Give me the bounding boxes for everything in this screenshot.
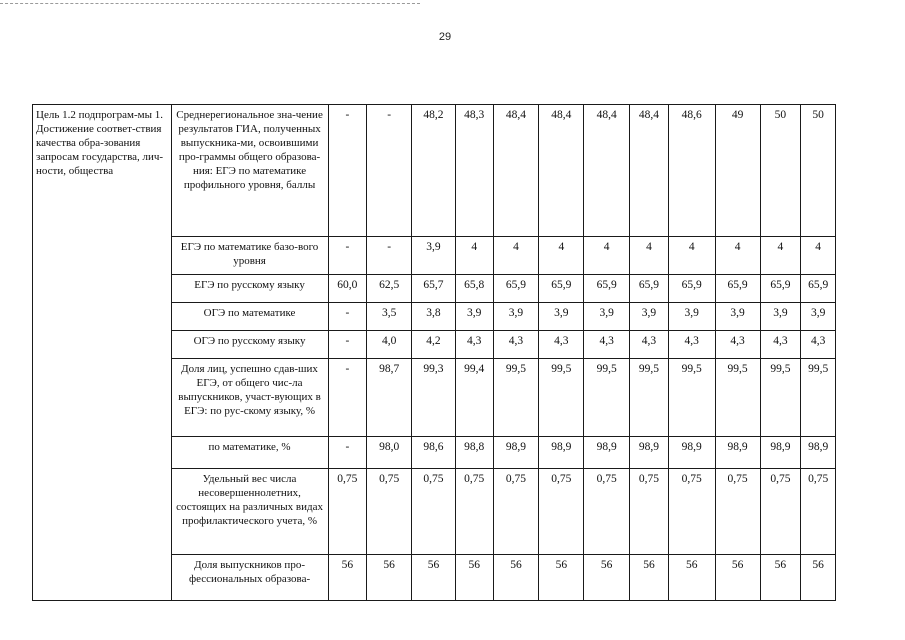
value-cell: 0,75 <box>760 469 801 555</box>
value-cell: 0,75 <box>493 469 539 555</box>
value-cell: 65,9 <box>715 275 760 303</box>
value-cell: 3,9 <box>412 237 456 275</box>
value-cell: 3,9 <box>668 303 715 331</box>
value-cell: 50 <box>760 105 801 237</box>
value-cell: - <box>328 237 367 275</box>
indicator-cell: Удельный вес числа несовершеннолетних, состоящих на различных видах профилактического учета, % <box>171 469 328 555</box>
value-cell: 99,5 <box>539 359 584 437</box>
value-cell: 0,75 <box>668 469 715 555</box>
value-cell: - <box>328 105 367 237</box>
value-cell: 48,3 <box>455 105 493 237</box>
value-cell: 4,3 <box>801 331 836 359</box>
value-cell: 4,3 <box>760 331 801 359</box>
value-cell: 0,75 <box>630 469 669 555</box>
value-cell: - <box>367 105 412 237</box>
value-cell: 65,9 <box>801 275 836 303</box>
value-cell: 3,8 <box>412 303 456 331</box>
value-cell: 98,0 <box>367 437 412 469</box>
value-cell: 65,9 <box>584 275 630 303</box>
value-cell: 0,75 <box>801 469 836 555</box>
value-cell: 99,5 <box>668 359 715 437</box>
value-cell: 4 <box>455 237 493 275</box>
header-rule <box>0 3 420 4</box>
indicator-cell: ЕГЭ по математике базо-вого уровня <box>171 237 328 275</box>
value-cell: 4,3 <box>455 331 493 359</box>
value-cell: 99,5 <box>493 359 539 437</box>
indicators-table <box>32 104 836 601</box>
value-cell: 48,4 <box>584 105 630 237</box>
value-cell: 0,75 <box>455 469 493 555</box>
value-cell: 0,75 <box>584 469 630 555</box>
value-cell: 4,3 <box>584 331 630 359</box>
value-cell: 0,75 <box>328 469 367 555</box>
value-cell: 98,9 <box>539 437 584 469</box>
indicator-cell: по математике, % <box>171 437 328 469</box>
value-cell: 65,9 <box>493 275 539 303</box>
value-cell: 65,8 <box>455 275 493 303</box>
indicator-cell: ЕГЭ по русскому языку <box>171 275 328 303</box>
value-cell: 56 <box>715 555 760 601</box>
value-cell: 56 <box>412 555 456 601</box>
value-cell: 99,4 <box>455 359 493 437</box>
value-cell: 98,9 <box>584 437 630 469</box>
value-cell: 48,4 <box>493 105 539 237</box>
value-cell: 4 <box>801 237 836 275</box>
value-cell: 48,4 <box>630 105 669 237</box>
value-cell: 98,9 <box>760 437 801 469</box>
value-cell: 3,9 <box>584 303 630 331</box>
value-cell: 50 <box>801 105 836 237</box>
value-cell: 98,9 <box>630 437 669 469</box>
page-number: 29 <box>438 31 452 43</box>
value-cell: 0,75 <box>715 469 760 555</box>
value-cell: 4 <box>760 237 801 275</box>
value-cell: 56 <box>630 555 669 601</box>
value-cell: 4 <box>715 237 760 275</box>
value-cell: 56 <box>760 555 801 601</box>
value-cell: 98,9 <box>493 437 539 469</box>
value-cell: 65,9 <box>539 275 584 303</box>
value-cell: 3,9 <box>760 303 801 331</box>
value-cell: 99,5 <box>630 359 669 437</box>
goal-cell: Цель 1.2 подпрограм-мы 1. Достижение соответ-ствия качества обра-зования запросам государства, лич-ности, общества <box>33 105 172 601</box>
value-cell: 3,5 <box>367 303 412 331</box>
value-cell: 65,7 <box>412 275 456 303</box>
value-cell: 99,5 <box>715 359 760 437</box>
indicator-cell: ОГЭ по математике <box>171 303 328 331</box>
indicator-cell: Доля лиц, успешно сдав-ших ЕГЭ, от общего чис-ла выпускников, участ-вующих в ЕГЭ: по рус-скому языку, % <box>171 359 328 437</box>
value-cell: - <box>328 303 367 331</box>
value-cell: 56 <box>328 555 367 601</box>
value-cell: 4,3 <box>493 331 539 359</box>
value-cell: 4,3 <box>715 331 760 359</box>
value-cell: 4,2 <box>412 331 456 359</box>
value-cell: 3,9 <box>630 303 669 331</box>
value-cell: 4,3 <box>668 331 715 359</box>
value-cell: 4 <box>668 237 715 275</box>
value-cell: 48,4 <box>539 105 584 237</box>
value-cell: - <box>328 331 367 359</box>
value-cell: 56 <box>455 555 493 601</box>
value-cell: 65,9 <box>760 275 801 303</box>
value-cell: 0,75 <box>412 469 456 555</box>
value-cell: 56 <box>493 555 539 601</box>
value-cell: 56 <box>539 555 584 601</box>
value-cell: 4 <box>584 237 630 275</box>
indicator-cell: ОГЭ по русскому языку <box>171 331 328 359</box>
value-cell: 3,9 <box>715 303 760 331</box>
value-cell: 98,9 <box>715 437 760 469</box>
value-cell: 0,75 <box>539 469 584 555</box>
value-cell: 65,9 <box>668 275 715 303</box>
value-cell: 98,6 <box>412 437 456 469</box>
value-cell: 3,9 <box>539 303 584 331</box>
value-cell: 98,8 <box>455 437 493 469</box>
value-cell: 65,9 <box>630 275 669 303</box>
indicator-cell: Доля выпускников про-фессиональных образова- <box>171 555 328 601</box>
value-cell: 99,5 <box>760 359 801 437</box>
indicator-cell: Среднерегиональное зна-чение результатов ГИА, полученных выпускника-ми, освоившими про-граммы общего образова-ния: ЕГЭ по математике профильного уровня, баллы <box>171 105 328 237</box>
value-cell: 62,5 <box>367 275 412 303</box>
value-cell: 3,9 <box>493 303 539 331</box>
value-cell: 3,9 <box>801 303 836 331</box>
value-cell: 4,0 <box>367 331 412 359</box>
value-cell: - <box>367 237 412 275</box>
value-cell: 56 <box>367 555 412 601</box>
value-cell: 4 <box>539 237 584 275</box>
value-cell: 98,9 <box>668 437 715 469</box>
value-cell: 99,5 <box>801 359 836 437</box>
value-cell: 4,3 <box>630 331 669 359</box>
value-cell: - <box>328 359 367 437</box>
value-cell: 98,9 <box>801 437 836 469</box>
value-cell: 56 <box>668 555 715 601</box>
value-cell: 48,6 <box>668 105 715 237</box>
value-cell: 4 <box>630 237 669 275</box>
table-row <box>33 105 836 237</box>
value-cell: 60,0 <box>328 275 367 303</box>
value-cell: 49 <box>715 105 760 237</box>
value-cell: 48,2 <box>412 105 456 237</box>
value-cell: 98,7 <box>367 359 412 437</box>
value-cell: 0,75 <box>367 469 412 555</box>
value-cell: 56 <box>584 555 630 601</box>
value-cell: 56 <box>801 555 836 601</box>
value-cell: 3,9 <box>455 303 493 331</box>
value-cell: 99,5 <box>584 359 630 437</box>
value-cell: 4,3 <box>539 331 584 359</box>
value-cell: - <box>328 437 367 469</box>
value-cell: 99,3 <box>412 359 456 437</box>
value-cell: 4 <box>493 237 539 275</box>
